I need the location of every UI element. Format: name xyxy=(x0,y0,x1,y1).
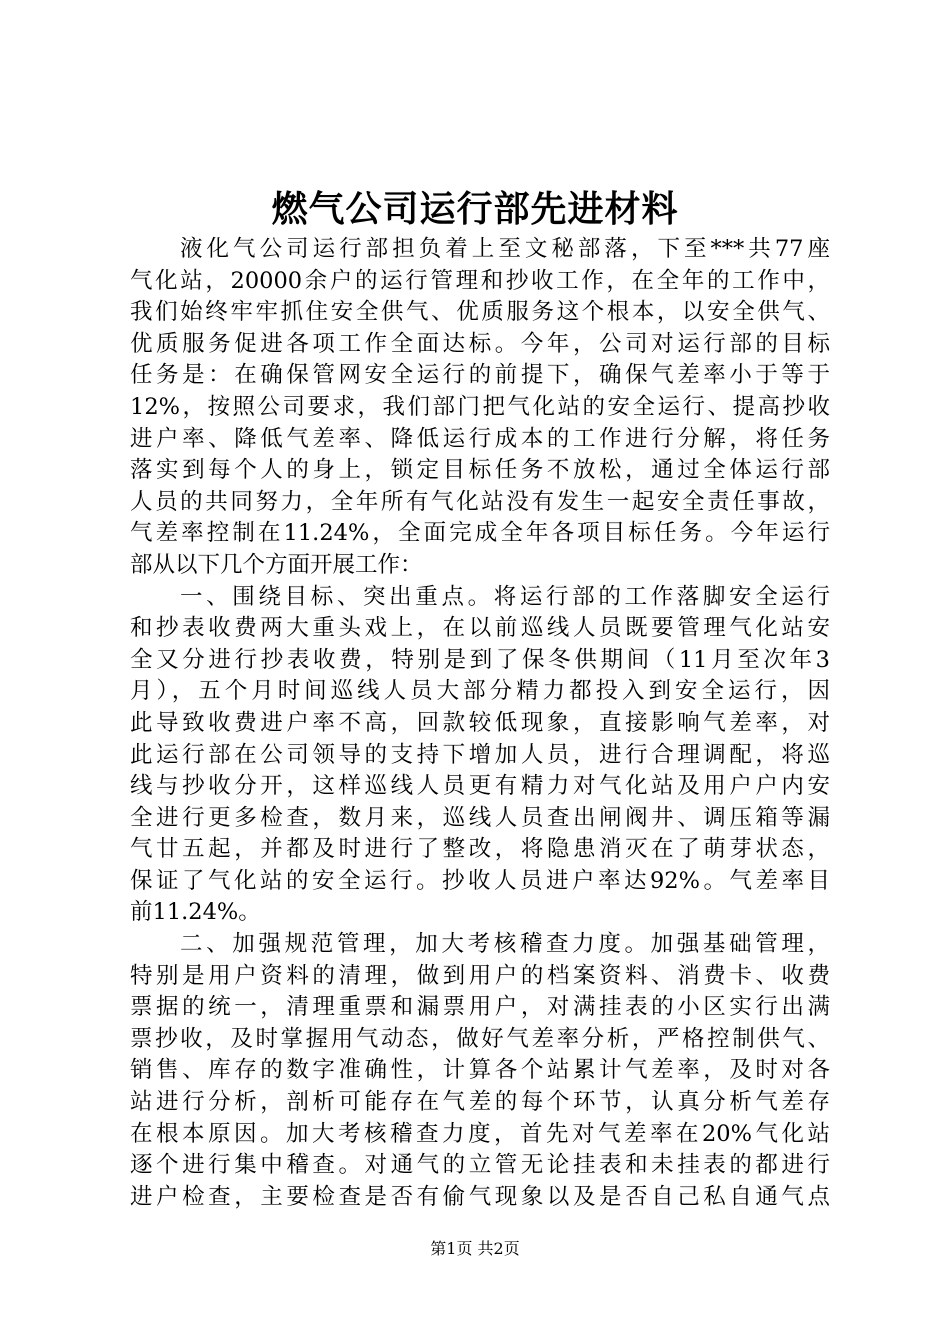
body-line: 逐个进行集中稽查。对通气的立管无论挂表和未挂表的都进行 xyxy=(130,1152,830,1179)
body-line: 进户率、降低气差率、降低运行成本的工作进行分解，将任务 xyxy=(130,425,830,452)
body-line: 票抄收，及时掌握用气动态，做好气差率分析，严格控制供气、 xyxy=(130,1025,830,1052)
body-line: 进户检查，主要检查是否有偷气现象以及是否自己私自通气点 xyxy=(130,1183,830,1210)
body-line: 二、加强规范管理，加大考核稽查力度。加强基础管理， xyxy=(180,931,830,958)
body-line: 气化站，20000余户的运行管理和抄收工作，在全年的工作中， xyxy=(130,267,830,294)
document-body xyxy=(130,234,830,1213)
body-line: 月），五个月时间巡线人员大部分精力都投入到安全运行，因 xyxy=(130,678,830,705)
body-line: 销售、库存的数字准确性，计算各个站累计气差率，及时对各 xyxy=(130,1057,830,1084)
body-line: 在根本原因。加大考核稽查力度，首先对气差率在20%气化站 xyxy=(130,1120,830,1147)
body-line: 优质服务促进各项工作全面达标。今年，公司对运行部的目标 xyxy=(130,330,830,357)
body-line: 此导致收费进户率不高，回款较低现象，直接影响气差率，对 xyxy=(130,709,830,736)
body-line: 一、围绕目标、突出重点。将运行部的工作落脚安全运行 xyxy=(180,583,830,610)
document-title: 燃气公司运行部先进材料 xyxy=(271,188,679,230)
body-line: 液化气公司运行部担负着上至文秘部落，下至***共77座 xyxy=(180,236,830,262)
body-line: 12%，按照公司要求，我们部门把气化站的安全运行、提高抄收 xyxy=(130,393,830,420)
body-line: 全进行更多检查，数月来，巡线人员查出闸阀井、调压箱等漏 xyxy=(130,804,830,831)
body-line: 我们始终牢牢抓住安全供气、优质服务这个根本，以安全供气、 xyxy=(130,299,830,326)
body-line: 站进行分析，剖析可能存在气差的每个环节，认真分析气差存 xyxy=(130,1089,830,1116)
body-line: 气廿五起，并都及时进行了整改，将隐患消灭在了萌芽状态， xyxy=(130,836,830,863)
body-line: 和抄表收费两大重头戏上，在以前巡线人员既要管理气化站安 xyxy=(130,615,830,642)
body-line: 人员的共同努力，全年所有气化站没有发生一起安全责任事故， xyxy=(130,488,830,515)
body-line: 特别是用户资料的清理，做到用户的档案资料、消费卡、收费 xyxy=(130,962,830,989)
body-line: 全又分进行抄表收费，特别是到了保冬供期间（11月至次年3 xyxy=(130,646,830,673)
body-line: 部从以下几个方面开展工作： xyxy=(130,551,423,578)
body-line: 保证了气化站的安全运行。抄收人员进户率达92%。气差率目 xyxy=(130,867,830,894)
body-line: 落实到每个人的身上，锁定目标任务不放松，通过全体运行部 xyxy=(130,457,830,484)
page-footer: 第1页 共2页 xyxy=(430,1239,520,1258)
body-line: 票据的统一，清理重票和漏票用户，对满挂表的小区实行出满 xyxy=(130,994,830,1021)
body-line: 前11.24%。 xyxy=(130,899,261,926)
body-line: 任务是：在确保管网安全运行的前提下，确保气差率小于等于 xyxy=(130,362,830,389)
body-line: 气差率控制在11.24%，全面完成全年各项目标任务。今年运行 xyxy=(130,520,830,547)
body-line: 此运行部在公司领导的支持下增加人员，进行合理调配，将巡 xyxy=(130,741,830,768)
body-line: 线与抄收分开，这样巡线人员更有精力对气化站及用户户内安 xyxy=(130,773,830,800)
